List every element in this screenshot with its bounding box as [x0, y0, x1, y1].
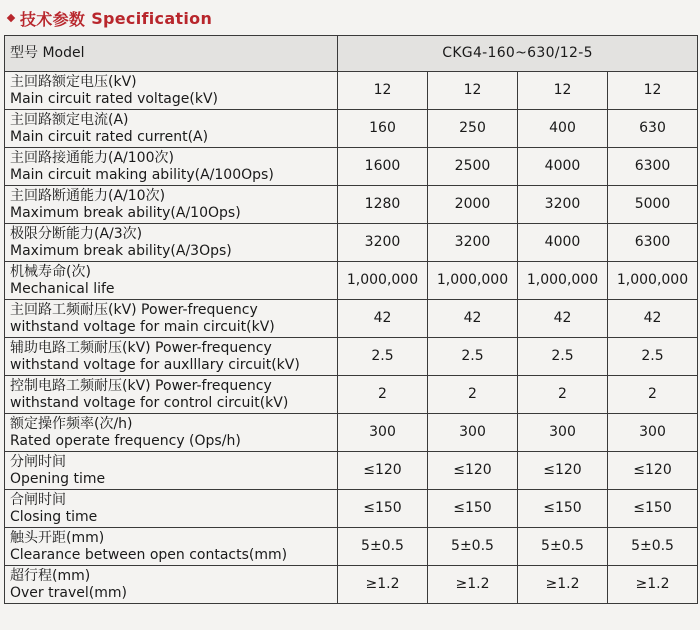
parameter-name-cn: 辅助电路工频耐压(kV) Power-frequency	[10, 339, 272, 356]
parameter-label-cell	[5, 566, 338, 604]
parameter-value-cell: ≤150	[428, 490, 518, 528]
parameter-label-cell	[5, 186, 338, 224]
parameter-name-cn: 主回路工频耐压(kV) Power-frequency	[10, 301, 258, 318]
parameter-label-cell	[5, 338, 338, 376]
parameter-value-cell: 4000	[518, 224, 608, 262]
parameter-value-cell: 5±0.5	[608, 528, 698, 566]
table-row	[5, 528, 698, 566]
parameter-label-cell	[5, 110, 338, 148]
parameter-value-cell: 5±0.5	[428, 528, 518, 566]
table-header-row	[5, 36, 698, 72]
parameter-value-cell: ≤120	[338, 452, 428, 490]
table-row	[5, 414, 698, 452]
specification-table	[4, 35, 698, 604]
parameter-value-cell: 1,000,000	[608, 262, 698, 300]
parameter-name-cn: 主回路额定电压(kV)	[10, 73, 137, 90]
table-row	[5, 300, 698, 338]
parameter-value-cell: 2500	[428, 148, 518, 186]
parameter-label-cell	[5, 262, 338, 300]
parameter-label-cell	[5, 224, 338, 262]
parameter-value-cell: ≥1.2	[608, 566, 698, 604]
table-row	[5, 110, 698, 148]
parameter-value-cell: 1,000,000	[428, 262, 518, 300]
parameter-value-cell: 1280	[338, 186, 428, 224]
parameter-name-cn: 分闸时间	[10, 453, 66, 470]
parameter-value-cell: ≤120	[428, 452, 518, 490]
parameter-label-cell	[5, 452, 338, 490]
table-row	[5, 566, 698, 604]
parameter-name-en: Clearance between open contacts(mm)	[10, 546, 288, 563]
parameter-label-cell	[5, 300, 338, 338]
parameter-label-cell	[5, 490, 338, 528]
parameter-value-cell: 6300	[608, 224, 698, 262]
model-label-cell: 型号 Model	[5, 36, 338, 72]
parameter-name-en: withstand voltage for control circuit(kV)	[10, 394, 289, 411]
parameter-value-cell: 5±0.5	[518, 528, 608, 566]
parameter-name-en: Mechanical life	[10, 280, 115, 297]
parameter-value-cell: 3200	[518, 186, 608, 224]
parameter-value-cell: 300	[338, 414, 428, 452]
parameter-name-en: Main circuit rated voltage(kV)	[10, 90, 218, 107]
table-row	[5, 490, 698, 528]
parameter-value-cell: ≥1.2	[338, 566, 428, 604]
parameter-name-cn: 触头开距(mm)	[10, 529, 105, 546]
parameter-value-cell: 42	[428, 300, 518, 338]
parameter-value-cell: 630	[608, 110, 698, 148]
parameter-name-cn: 机械寿命(次)	[10, 263, 91, 280]
parameter-value-cell: 12	[518, 72, 608, 110]
parameter-value-cell: 2.5	[608, 338, 698, 376]
table-row	[5, 376, 698, 414]
parameter-name-cn: 控制电路工频耐压(kV) Power-frequency	[10, 377, 272, 394]
parameter-value-cell: 2.5	[518, 338, 608, 376]
parameter-name-en: Main circuit making ability(A/100Ops)	[10, 166, 274, 183]
parameter-value-cell: 42	[338, 300, 428, 338]
parameter-value-cell: 1,000,000	[338, 262, 428, 300]
parameter-value-cell: 2	[428, 376, 518, 414]
parameter-name-en: withstand voltage for auxlllary circuit(kV)	[10, 356, 300, 373]
parameter-label-cell	[5, 376, 338, 414]
parameter-value-cell: 2.5	[338, 338, 428, 376]
parameter-name-en: Maximum break ability(A/3Ops)	[10, 242, 232, 259]
parameter-value-cell: ≥1.2	[518, 566, 608, 604]
parameter-value-cell: 42	[608, 300, 698, 338]
model-value-cell: CKG4-160~630/12-5	[338, 36, 698, 72]
parameter-value-cell: ≥1.2	[428, 566, 518, 604]
parameter-name-cn: 额定操作频率(次/h)	[10, 415, 133, 432]
parameter-value-cell: ≤150	[608, 490, 698, 528]
parameter-label-cell	[5, 528, 338, 566]
diamond-bullet-icon	[7, 14, 15, 22]
parameter-value-cell: 300	[428, 414, 518, 452]
parameter-label-cell	[5, 148, 338, 186]
table-row	[5, 72, 698, 110]
parameter-value-cell: 5000	[608, 186, 698, 224]
parameter-name-cn: 超行程(mm)	[10, 567, 91, 584]
parameter-value-cell: ≤120	[608, 452, 698, 490]
heading-zh: 技术参数	[20, 9, 86, 29]
parameter-value-cell: 1600	[338, 148, 428, 186]
parameter-name-cn: 极限分断能力(A/3次)	[10, 225, 143, 242]
parameter-name-cn: 主回路接通能力(A/100次)	[10, 149, 174, 166]
parameter-value-cell: 3200	[338, 224, 428, 262]
parameter-name-en: Closing time	[10, 508, 98, 525]
parameter-value-cell: ≤150	[518, 490, 608, 528]
parameter-label-cell	[5, 72, 338, 110]
parameter-name-en: withstand voltage for main circuit(kV)	[10, 318, 275, 335]
parameter-name-cn: 主回路额定电流(A)	[10, 111, 129, 128]
table-row	[5, 338, 698, 376]
parameter-value-cell: 12	[428, 72, 518, 110]
parameter-value-cell: 42	[518, 300, 608, 338]
parameter-value-cell: 400	[518, 110, 608, 148]
parameter-value-cell: 160	[338, 110, 428, 148]
parameter-value-cell: 250	[428, 110, 518, 148]
table-row	[5, 148, 698, 186]
table-row	[5, 262, 698, 300]
parameter-name-cn: 主回路断通能力(A/10次)	[10, 187, 166, 204]
parameter-value-cell: ≤150	[338, 490, 428, 528]
parameter-name-en: Opening time	[10, 470, 106, 487]
parameter-value-cell: 3200	[428, 224, 518, 262]
parameter-value-cell: 6300	[608, 148, 698, 186]
parameter-value-cell: 1,000,000	[518, 262, 608, 300]
parameter-name-en: Over travel(mm)	[10, 584, 127, 601]
parameter-value-cell: 300	[608, 414, 698, 452]
table-row	[5, 452, 698, 490]
heading-en: Specification	[91, 8, 213, 28]
parameter-value-cell: 2000	[428, 186, 518, 224]
parameter-name-en: Main circuit rated current(A)	[10, 128, 209, 145]
parameter-value-cell: 2.5	[428, 338, 518, 376]
parameter-value-cell: 2	[608, 376, 698, 414]
parameter-value-cell: 4000	[518, 148, 608, 186]
section-heading	[6, 6, 212, 30]
parameter-value-cell: 2	[518, 376, 608, 414]
parameter-value-cell: 2	[338, 376, 428, 414]
parameter-value-cell: ≤120	[518, 452, 608, 490]
parameter-name-en: Maximum break ability(A/10Ops)	[10, 204, 241, 221]
parameter-value-cell: 5±0.5	[338, 528, 428, 566]
parameter-value-cell: 12	[608, 72, 698, 110]
table-row	[5, 186, 698, 224]
table-row	[5, 224, 698, 262]
parameter-name-cn: 合闸时间	[10, 491, 66, 508]
parameter-value-cell: 12	[338, 72, 428, 110]
parameter-name-en: Rated operate frequency (Ops/h)	[10, 432, 241, 449]
parameter-value-cell: 300	[518, 414, 608, 452]
parameter-label-cell	[5, 414, 338, 452]
